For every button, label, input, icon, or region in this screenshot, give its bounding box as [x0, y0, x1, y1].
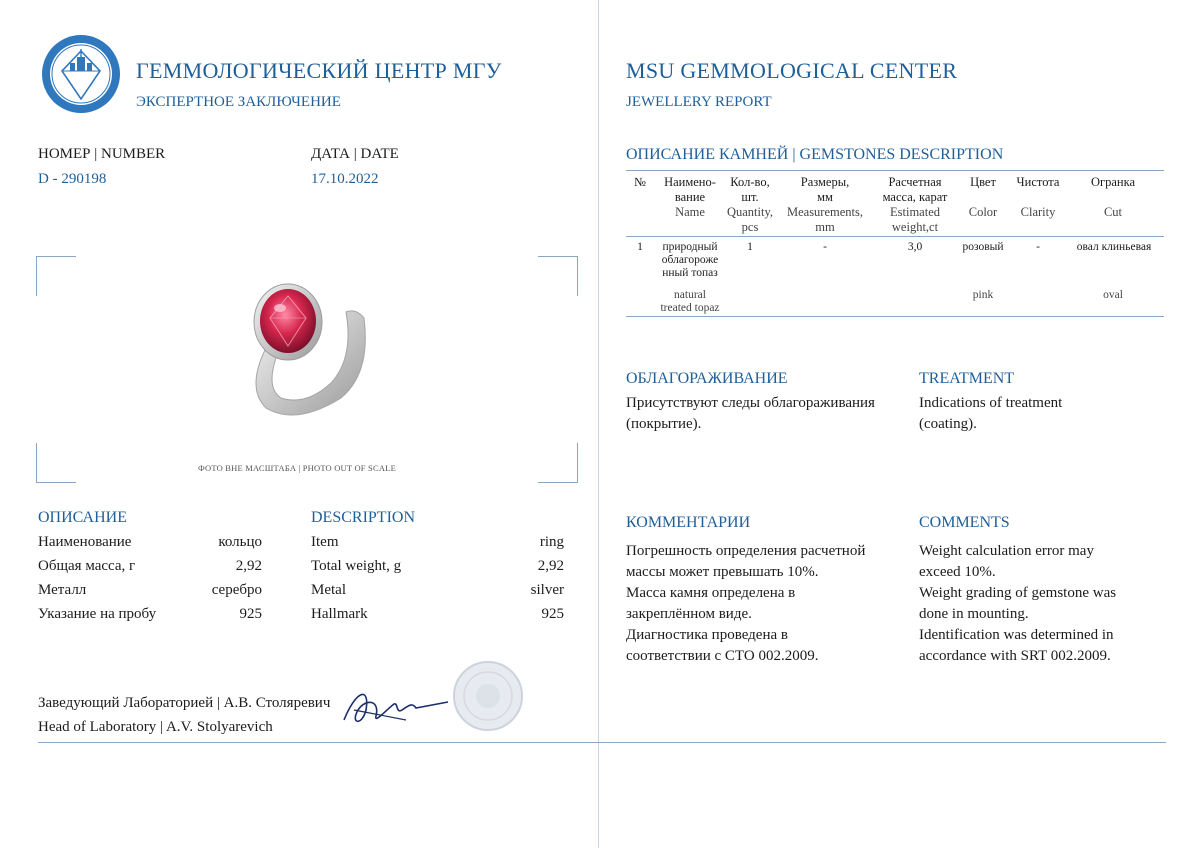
row-clarity: -: [1036, 241, 1040, 253]
ru-metal-label: Металл: [38, 582, 87, 598]
ru-comments-text: [626, 541, 906, 667]
ru-treatment-heading: ОБЛАГОРАЖИВАНИЕ: [626, 370, 788, 387]
en-comment-line: exceed 10%.: [919, 564, 996, 580]
col-name-ru: Наимено- вание: [664, 175, 716, 204]
photo-caption: ФОТО ВНЕ МАСШТАБА | PHOTO OUT OF SCALE: [198, 463, 396, 473]
en-comment-line: Identification was determined in: [919, 627, 1114, 643]
row-weight: 3,0: [907, 241, 923, 253]
col-clarity-en: Clarity: [1020, 205, 1056, 219]
en-weight-value: 2,92: [537, 558, 564, 574]
en-comment-line: accordance with SRT 002.2009.: [919, 648, 1111, 664]
ru-comment-line: Диагностика проведена в: [626, 627, 788, 643]
gem-table-bottom-rule: [626, 316, 1164, 317]
ru-metal-value: серебро: [211, 582, 262, 598]
col-qty-ru: Кол-во, шт.: [730, 175, 770, 204]
ru-item-value: кольцо: [218, 534, 262, 550]
row-no: 1: [637, 241, 643, 253]
col-name-en: Name: [675, 205, 705, 219]
frame-corner-tl: [36, 256, 76, 296]
ru-title: ГЕММОЛОГИЧЕСКИЙ ЦЕНТР МГУ: [136, 58, 502, 83]
ru-comment-line: Погрешность определения расчетной: [626, 543, 866, 559]
col-qty-en: Quantity, pcs: [726, 205, 774, 234]
row-name-en: natural treated topaz: [660, 289, 720, 314]
en-title: MSU GEMMOLOGICAL CENTER: [626, 58, 958, 83]
row-color-ru: розовый: [962, 241, 1004, 253]
en-item-value: ring: [539, 534, 564, 550]
date-value: 17.10.2022: [311, 171, 379, 187]
gem-table-header-rule: [626, 236, 1164, 237]
ru-subtitle: ЭКСПЕРТНОЕ ЗАКЛЮЧЕНИЕ: [136, 94, 341, 110]
gemstones-heading: ОПИСАНИЕ КАМНЕЙ | GEMSTONES DESCRIPTION: [626, 146, 1004, 163]
msu-logo: [40, 33, 122, 115]
number-label: НОМЕР | NUMBER: [38, 146, 166, 162]
en-treatment-heading: TREATMENT: [919, 370, 1015, 387]
row-qty: 1: [747, 241, 753, 253]
col-cut-ru: Огранка: [1090, 175, 1136, 189]
gem-table-top-rule: [626, 170, 1164, 171]
ru-comment-line: Масса камня определена в: [626, 585, 796, 601]
ru-comment-line: закреплённом виде.: [626, 606, 752, 622]
col-size-ru: Размеры, мм: [800, 175, 850, 204]
signature-ru-line: Заведующий Лабораторией | А.В. Столяревич: [38, 695, 331, 711]
en-hallmark-label: Hallmark: [311, 606, 368, 622]
handwritten-signature: [336, 680, 456, 732]
signature-en-line: Head of Laboratory | A.V. Stolyarevich: [38, 719, 273, 735]
ru-weight-value: 2,92: [235, 558, 262, 574]
col-no-header: №: [634, 175, 646, 189]
ru-treatment-text: Присутствуют следы облагораживания (покрытие).: [626, 395, 875, 432]
en-comment-line: done in mounting.: [919, 606, 1029, 622]
en-comment-line: Weight grading of gemstone was: [919, 585, 1117, 601]
en-hallmark-value: 925: [541, 606, 564, 622]
ru-item-label: Наименование: [38, 534, 132, 550]
ru-description-heading: ОПИСАНИЕ: [38, 509, 127, 526]
frame-corner-bl: [36, 443, 76, 483]
col-clarity-ru: Чистота: [1016, 175, 1060, 189]
ru-comments-heading: КОММЕНТАРИИ: [626, 514, 751, 531]
col-cut-en: Cut: [1103, 205, 1123, 219]
en-subtitle: JEWELLERY REPORT: [626, 94, 772, 110]
en-metal-value: silver: [530, 582, 564, 598]
en-comments-heading: COMMENTS: [919, 514, 1010, 531]
row-color-en: pink: [972, 289, 994, 301]
ru-description-list: [38, 534, 262, 634]
col-weight-en: Estimated weight,ct: [890, 205, 940, 234]
col-color-ru: Цвет: [970, 175, 996, 189]
en-item-label: Item: [311, 534, 339, 550]
number-value: D - 290198: [38, 171, 107, 187]
en-metal-label: Metal: [311, 582, 346, 598]
ru-hallmark-label: Указание на пробу: [38, 606, 157, 622]
ru-comment-line: соответствии с СТО 002.2009.: [626, 648, 819, 664]
ring-photo: [236, 278, 376, 428]
en-comments-text: [919, 541, 1159, 667]
col-size-en: Measurements, mm: [786, 205, 864, 234]
col-weight-ru: Расчетная масса, карат: [882, 175, 948, 204]
center-divider: [598, 0, 599, 848]
row-cut-ru: овал клиньевая: [1076, 241, 1152, 253]
row-size: -: [823, 241, 827, 253]
en-description-list: [311, 534, 564, 634]
row-name-ru: природный облагороже нный топаз: [661, 241, 719, 279]
frame-corner-tr: [538, 256, 578, 296]
col-color-en: Color: [968, 205, 998, 219]
ru-weight-label: Общая масса, г: [38, 558, 136, 574]
row-cut-en: oval: [1103, 289, 1123, 301]
date-label: ДАТА | DATE: [311, 146, 399, 162]
en-treatment-text: Indications of treatment (coating).: [919, 395, 1063, 432]
frame-corner-br: [538, 443, 578, 483]
en-comment-line: Weight calculation error may: [919, 543, 1094, 559]
bottom-rule: [38, 742, 1166, 743]
en-weight-label: Total weight, g: [311, 558, 402, 574]
official-seal: [452, 660, 524, 732]
ru-comment-line: массы может превышать 10%.: [626, 564, 819, 580]
ru-hallmark-value: 925: [239, 606, 262, 622]
en-description-heading: DESCRIPTION: [311, 509, 416, 526]
